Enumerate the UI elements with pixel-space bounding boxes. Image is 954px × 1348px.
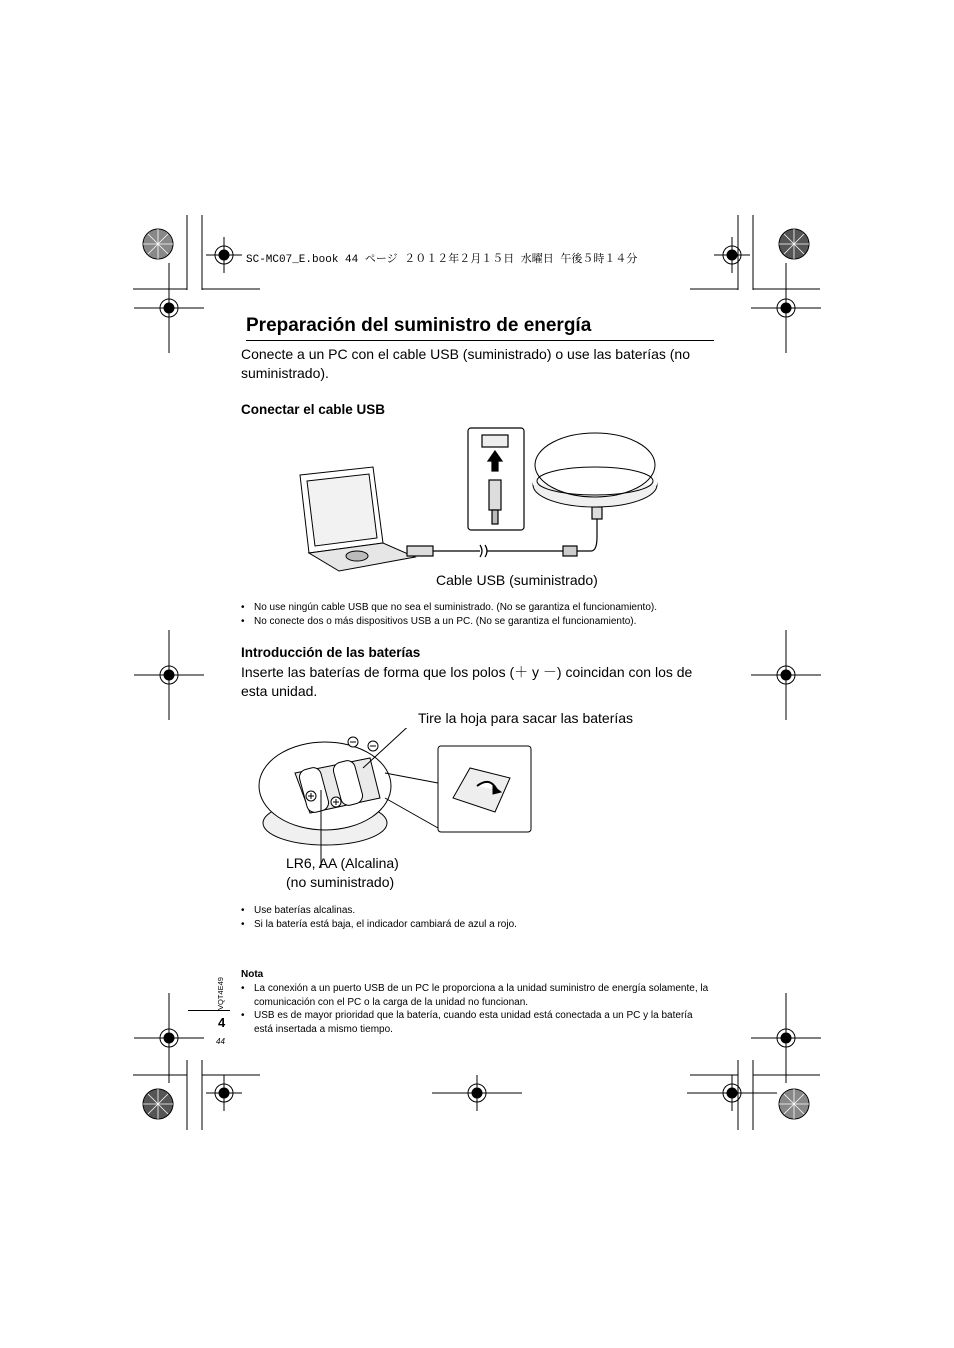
usb-notes (241, 601, 657, 628)
page-number: 4 (218, 1015, 226, 1030)
speaker-icon (533, 433, 657, 507)
battery-illustration (255, 728, 540, 873)
list-item: • No use ningún cable USB que no sea el suministrado. (No se garantiza el funcionamiento). (241, 601, 657, 615)
page-number-rule (188, 1010, 230, 1011)
usb-connection-illustration (295, 425, 665, 575)
battery-notes (241, 904, 517, 931)
book-page-number: 44 (216, 1037, 225, 1046)
list-item: • USB es de mayor prioridad que la batería, cuando esta unidad está conectada a un PC y la batería está insertada a mismo tiempo. (241, 1009, 711, 1036)
battery-callout-line1: LR6, AA (Alcalina) (286, 855, 399, 871)
intro-text: Conecte a un PC con el cable USB (suministrado) o use las baterías (no suministrado). (241, 346, 691, 381)
usb-cable-caption: Cable USB (suministrado) (436, 572, 598, 588)
list-item: • La conexión a un puerto USB de un PC le proporciona a la unidad suministro de energía solamente, la comunicación con el PC o la carga de la unidad no funcionan. (241, 982, 711, 1009)
doc-code: VQT4E49 (216, 977, 225, 1010)
nota-heading: Nota (241, 969, 264, 980)
page-title: Preparación del suministro de energía (246, 315, 714, 341)
speaker-bottom-icon (259, 742, 391, 845)
pull-tab-detail (438, 746, 531, 832)
laptop-icon (300, 467, 415, 571)
list-item: • Use baterías alcalinas. (241, 904, 517, 918)
battery-callout-line2: (no suministrado) (286, 874, 395, 890)
list-item: • No conecte dos o más dispositivos USB a un PC. (No se garantiza el funcionamiento). (241, 615, 657, 629)
battery-instruction: Inserte las baterías de forma que los polos (＋ y －) coincidan con los de esta unidad. (241, 664, 693, 699)
usb-connector-detail (468, 428, 524, 530)
usb-heading: Conectar el cable USB (241, 402, 386, 417)
list-item: • Si la batería está baja, el indicador cambiará de azul a rojo. (241, 918, 517, 932)
battery-heading: Introducción de las baterías (241, 645, 421, 660)
nota-list (241, 982, 711, 1036)
tab-callout: Tire la hoja para sacar las baterías (418, 710, 634, 726)
print-header: SC-MC07_E.book 44 ページ ２０１２年２月１５日 水曜日 午後５時１４分 (246, 254, 638, 266)
